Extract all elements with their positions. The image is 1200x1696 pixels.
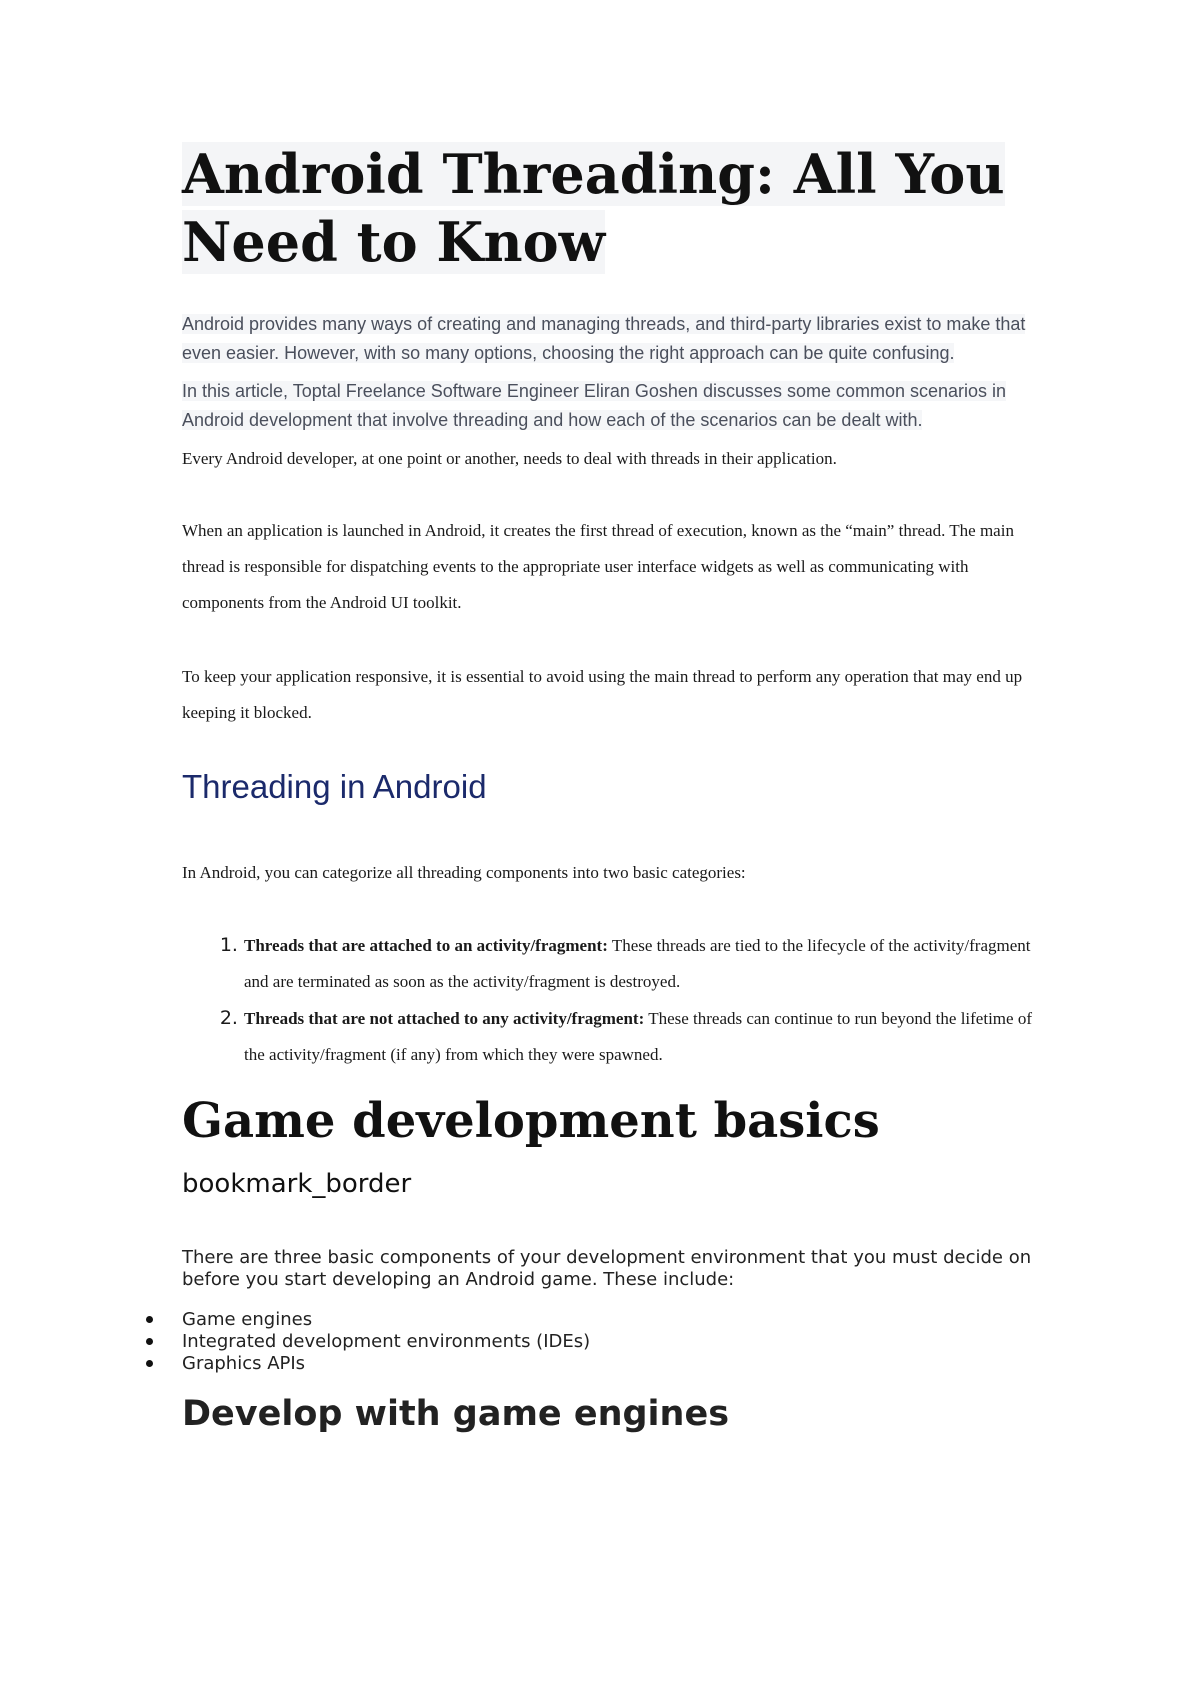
thread-categories-list (182, 927, 1032, 1073)
lead-paragraph-1: Android provides many ways of creating and managing threads, and third-party libraries exist to make that even easier. However, with so many options, choosing the right approach can be quite confusing. (182, 314, 1026, 363)
category-term: Threads that are attached to an activity/fragment: (244, 936, 608, 955)
bullet-icon (146, 1316, 153, 1323)
category-term: Threads that are not attached to any activity/fragment: (244, 1009, 645, 1028)
article-title (182, 140, 1032, 276)
game-engines-heading: Develop with game engines (182, 1394, 730, 1434)
list-item (244, 1000, 1032, 1073)
list-item (244, 927, 1032, 1000)
game-dev-title: Game development basics (182, 1093, 880, 1149)
article-title-line1: Android Threading: All You (182, 142, 1005, 206)
section-heading-threading: Threading in Android (182, 768, 487, 805)
category-desc: These threads are tied to the lifecycle of the activity/fragment and are terminated as soon as the activity/fragment is destroyed. (244, 936, 1031, 991)
article-title-line2: Need to Know (182, 210, 606, 274)
bullet-icon (146, 1360, 153, 1367)
list-item: Integrated development environments (IDEs) (182, 1331, 1032, 1353)
bullet-icon (146, 1338, 153, 1345)
body-paragraph-2: When an application is launched in Android, it creates the first thread of execution, known as the “main” thread. The main thread is responsible for dispatching events to the appropriate user interface widgets as well as communicating with components from the Android UI toolkit. (182, 521, 1014, 612)
lead-paragraph-2: In this article, Toptal Freelance Software Engineer Eliran Goshen discusses some common scenarios in Android development that involve threading and how each of the scenarios can be dealt with. (182, 381, 1007, 430)
document-page (182, 140, 1032, 1437)
section-intro: In Android, you can categorize all threading components into two basic categories: (182, 863, 746, 882)
components-list (182, 1309, 1032, 1375)
category-desc: These threads can continue to run beyond the lifetime of the activity/fragment (if any) from which they were spawned. (244, 1009, 1032, 1064)
list-item: Game engines (182, 1309, 1032, 1331)
body-paragraph-3: To keep your application responsive, it is essential to avoid using the main thread to perform any operation that may end up keeping it blocked. (182, 667, 1023, 722)
game-intro-paragraph: There are three basic components of your development environment that you must decide on before you start developing an Android game. These include: (182, 1247, 1032, 1290)
body-paragraph-1: Every Android developer, at one point or another, needs to deal with threads in their application. (182, 449, 837, 468)
bookmark-border-label: bookmark_border (182, 1169, 412, 1199)
list-item: Graphics APIs (182, 1353, 1032, 1375)
